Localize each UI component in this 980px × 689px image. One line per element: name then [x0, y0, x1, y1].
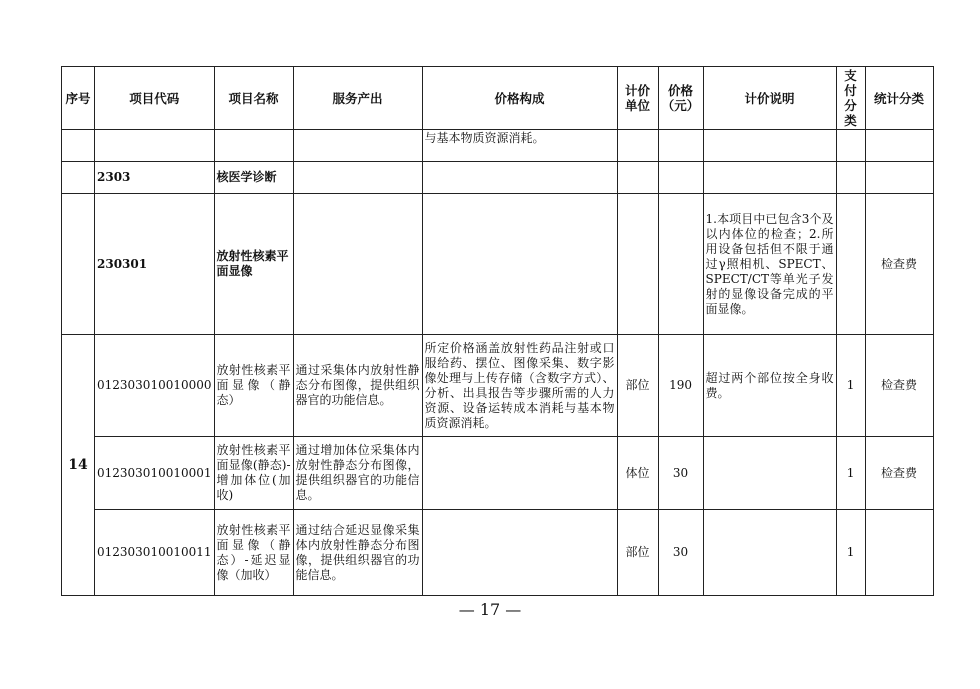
- sub1-stat-category: 检查费: [865, 335, 933, 437]
- price-table: [61, 66, 934, 596]
- sub1-code: 012303010010000: [95, 335, 215, 437]
- sub1-price-composition: 所定价格涵盖放射性药品注射或口服给药、摆位、图像采集、数字影像处理与上传存储（含数字方式）、分析、出具报告等步骤所需的人力资源、设备运转成本消耗与基本物质资源消耗。: [422, 335, 617, 437]
- header-price: 价格（元）: [658, 67, 703, 130]
- header-unit: 计价单位: [617, 67, 658, 130]
- sub2-unit: 体位: [617, 437, 658, 510]
- item-stat-category: 检查费: [865, 194, 933, 335]
- header-note: 计价说明: [703, 67, 836, 130]
- table-row: [62, 130, 934, 162]
- sub2-code: 012303010010001: [95, 437, 215, 510]
- sub2-stat-category: 检查费: [865, 437, 933, 510]
- page-number: — 17 —: [458, 600, 522, 619]
- group-seq: 14: [62, 335, 95, 596]
- sub1-unit: 部位: [617, 335, 658, 437]
- sub3-code: 012303010010011: [95, 510, 215, 596]
- header-seq: 序号: [62, 67, 95, 130]
- header-pay-category: 支付分类: [836, 67, 865, 130]
- sub3-pay-category: 1: [836, 510, 865, 596]
- sub1-output: 通过采集体内放射性静态分布图像，提供组织器官的功能信息。: [293, 335, 422, 437]
- sub2-name: 放射性核素平面显像(静态)-增加体位(加收): [214, 437, 293, 510]
- sub3-price: 30: [658, 510, 703, 596]
- category-code: 2303: [95, 162, 215, 194]
- header-stat-category: 统计分类: [865, 67, 933, 130]
- item-name: 放射性核素平面显像: [214, 194, 293, 335]
- header-output: 服务产出: [293, 67, 422, 130]
- header-name: 项目名称: [214, 67, 293, 130]
- table-row: [62, 510, 934, 596]
- header-code: 项目代码: [95, 67, 215, 130]
- sub3-output: 通过结合延迟显像采集体内放射性静态分布图像，提供组织器官的功能信息。: [293, 510, 422, 596]
- header-price-composition: 价格构成: [422, 67, 617, 130]
- sub2-pay-category: 1: [836, 437, 865, 510]
- continued-price-composition: 与基本物质资源消耗。: [422, 130, 617, 162]
- sub2-output: 通过增加体位采集体内放射性静态分布图像，提供组织器官的功能信息。: [293, 437, 422, 510]
- sub1-name: 放射性核素平面显像（静态）: [214, 335, 293, 437]
- item-note: 1.本项目中已包含3个及以内体位的检查；2.所用设备包括但不限于通过γ照相机、SPECT、SPECT/CT等单光子发射的显像设备完成的平面显像。: [703, 194, 836, 335]
- table-row: [62, 335, 934, 437]
- sub2-price: 30: [658, 437, 703, 510]
- sub3-name: 放射性核素平面显像（静态）-延迟显像（加收）: [214, 510, 293, 596]
- sub1-price: 190: [658, 335, 703, 437]
- table-row: [62, 437, 934, 510]
- table-row: [62, 162, 934, 194]
- category-name: 核医学诊断: [214, 162, 293, 194]
- sub1-pay-category: 1: [836, 335, 865, 437]
- sub1-note: 超过两个部位按全身收费。: [703, 335, 836, 437]
- sub3-unit: 部位: [617, 510, 658, 596]
- header-row: [62, 67, 934, 130]
- table-row: [62, 194, 934, 335]
- item-code: 230301: [95, 194, 215, 335]
